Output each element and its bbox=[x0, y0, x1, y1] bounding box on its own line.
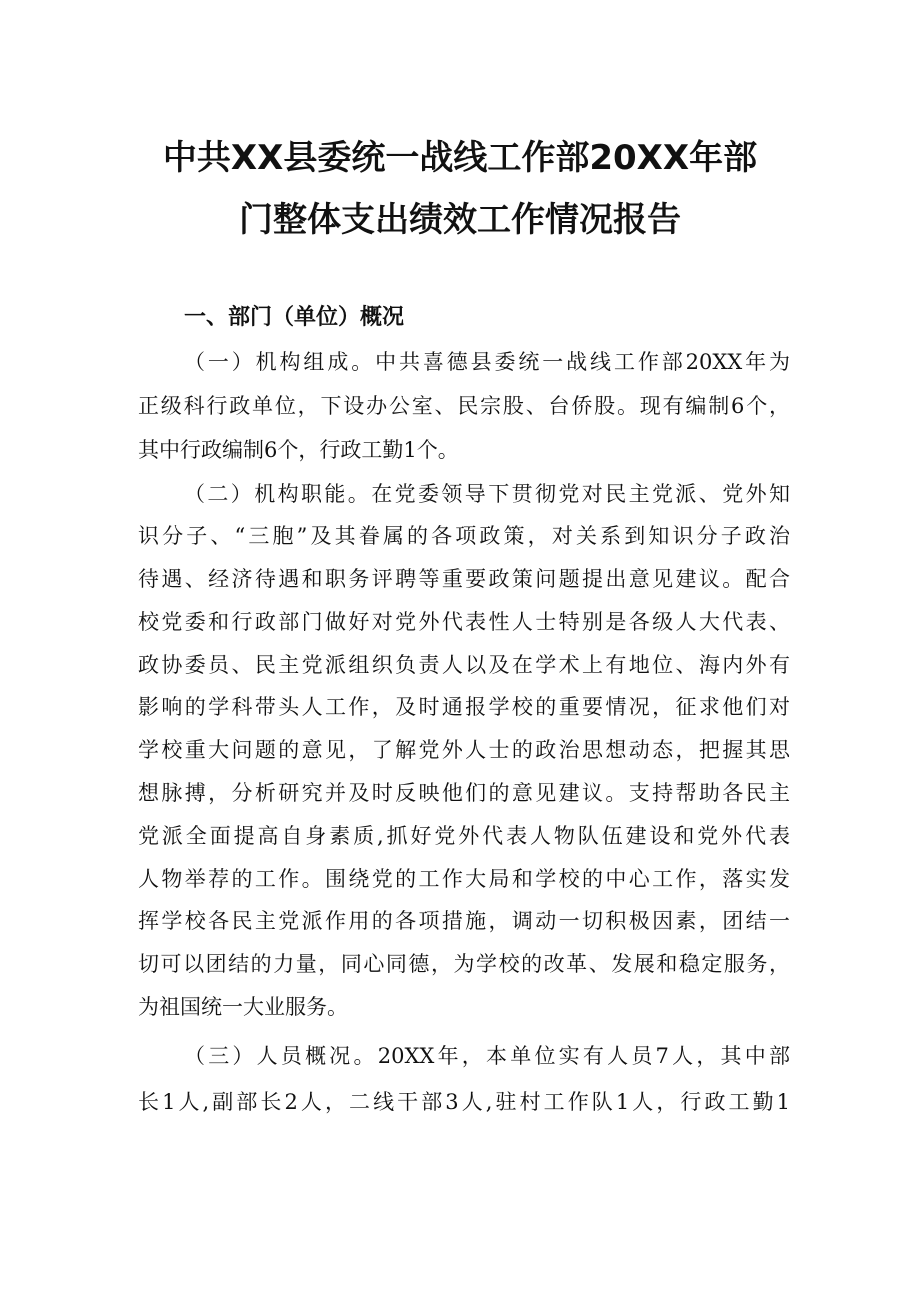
paragraph-line: 为祖国统一大业服务。 bbox=[138, 995, 348, 1019]
paragraph-line: 政协委员、民主党派组织负责人以及在学术上有地位、海内外有 bbox=[138, 653, 790, 677]
paragraph-line: 挥学校各民主党派作用的各项措施，调动一切积极因素，团结一 bbox=[138, 909, 790, 933]
paragraph-line: 想脉搏，分析研究并及时反映他们的意见建议。支持帮助各民主 bbox=[138, 781, 790, 805]
paragraph-line: 正级科行政单位，下设办公室、民宗股、台侨股。现有编制6个， bbox=[138, 394, 790, 418]
paragraph-line: 待遇、经济待遇和职务评聘等重要政策问题提出意见建议。配合 bbox=[138, 567, 790, 591]
paragraph-line: （二）机构职能。在党委领导下贯彻党对民主党派、党外知 bbox=[184, 482, 790, 506]
paragraph-line: 党派全面提高自身素质,抓好党外代表人物队伍建设和党外代表 bbox=[138, 824, 790, 848]
paragraph-line: 切可以团结的力量，同心同德，为学校的改革、发展和稳定服务， bbox=[138, 952, 790, 976]
section-heading: 一、部门（单位）概况 bbox=[184, 305, 405, 330]
paragraph-line: 影响的学科带头人工作，及时通报学校的重要情况，征求他们对 bbox=[138, 695, 790, 719]
paragraph-line: （三）人员概况。20XX年，本单位实有人员7人，其中部 bbox=[184, 1044, 790, 1068]
paragraph-line: 学校重大问题的意见，了解党外人士的政治思想动态，把握其思 bbox=[138, 738, 790, 762]
paragraph-line: 人物举荐的工作。围绕党的工作大局和学校的中心工作，落实发 bbox=[138, 867, 790, 891]
document-title-line-1: 中共XX县委统一战线工作部20XX年部 bbox=[162, 138, 758, 178]
paragraph-line: 长1人,副部长2人，二线干部3人,驻村工作队1人，行政工勤1 bbox=[138, 1090, 790, 1114]
document-title-line-2: 门整体支出绩效工作情况报告 bbox=[239, 200, 681, 240]
paragraph-line: （一）机构组成。中共喜德县委统一战线工作部20XX年为 bbox=[184, 350, 790, 374]
paragraph-line: 校党委和行政部门做好对党外代表性人士特别是各级人大代表、 bbox=[138, 610, 790, 634]
paragraph-line: 其中行政编制6个，行政工勤1个。 bbox=[138, 438, 459, 462]
paragraph-line: 识分子、“三胞”及其眷属的各项政策，对关系到知识分子政治 bbox=[138, 524, 790, 548]
